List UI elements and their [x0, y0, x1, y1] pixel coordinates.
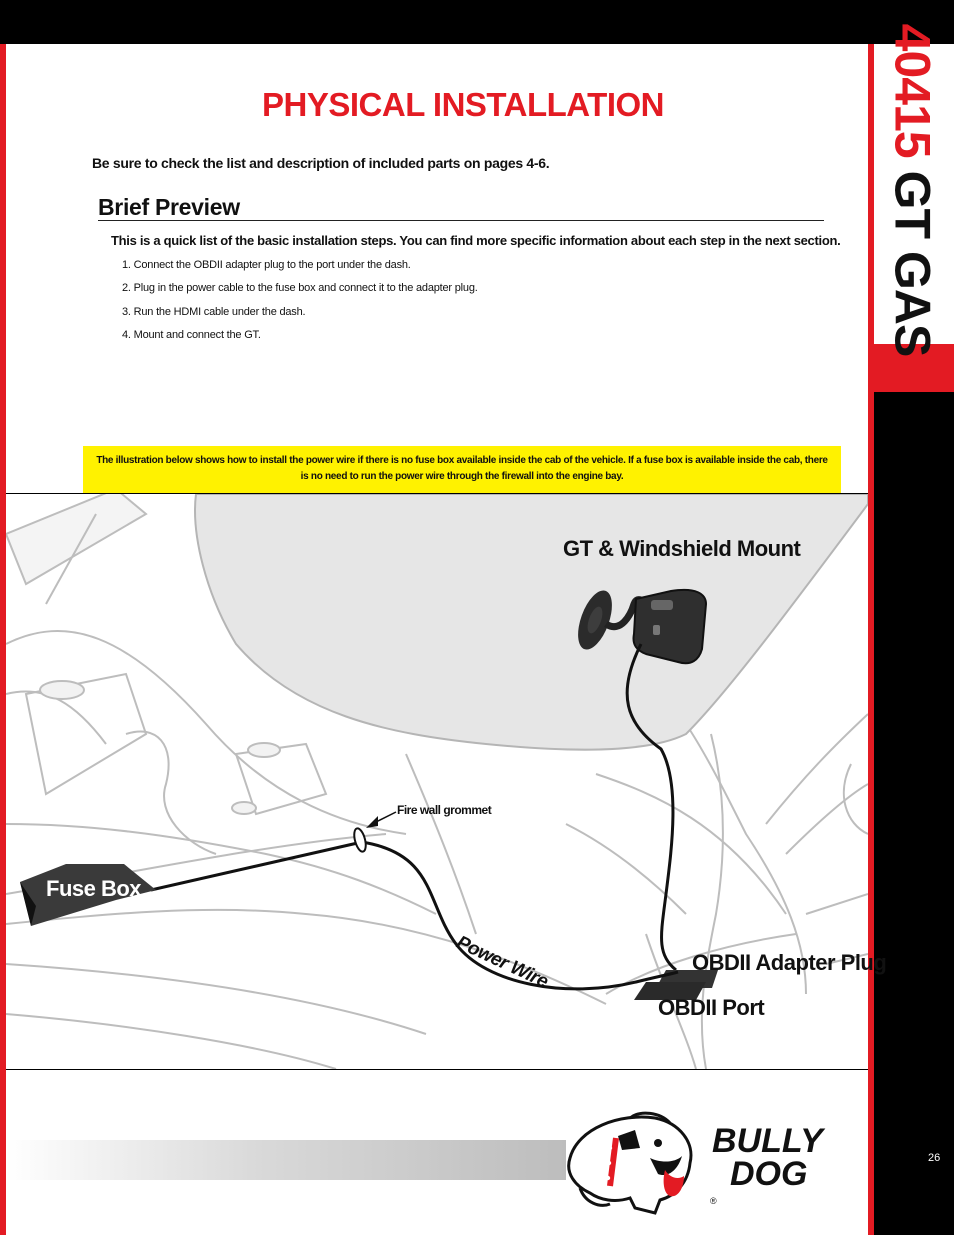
power-wire-label: Power Wire — [453, 932, 552, 993]
list-item: 4. Mount and connect the GT. — [122, 328, 261, 341]
steps-list — [122, 258, 478, 351]
side-title-number: 40415 — [884, 23, 941, 158]
registered-mark: ® — [710, 1196, 717, 1206]
page-number: 26 — [928, 1152, 941, 1164]
list-item: 2. Plug in the power cable to the fuse box and connect it to the adapter plug. — [122, 282, 478, 295]
footer-gradient-bar — [6, 1140, 566, 1180]
intro-text: Be sure to check the list and description of included parts on pages 4-6. — [92, 155, 550, 171]
section-heading: Brief Preview — [98, 194, 824, 221]
mount-label: GT & Windshield Mount — [563, 536, 801, 561]
installation-illustration — [6, 494, 868, 1069]
grommet-label: Fire wall grommet — [397, 803, 492, 817]
logo-line-2: DOG — [730, 1155, 808, 1193]
illustration-bottom-rule — [6, 1069, 868, 1070]
adapter-plug-label: OBDII Adapter Plug — [692, 950, 887, 975]
logo-line-1: BULLY — [712, 1122, 823, 1160]
top-bar — [0, 0, 954, 44]
note-line: is no need to run the power wire through the firewall into the engine bay. — [300, 471, 624, 482]
list-item: 1. Connect the OBDII adapter plug to the port under the dash. — [122, 259, 411, 271]
note-box — [83, 446, 841, 493]
note-line: The illustration below shows how to install the power wire if there is no fuse box available inside the cab of the vehicle. If a fuse box is available inside the cab, there — [96, 455, 828, 466]
list-item: 3. Run the HDMI cable under the dash. — [122, 305, 306, 318]
page-title: PHYSICAL INSTALLATION — [262, 86, 664, 123]
bully-dog-logo — [560, 1108, 850, 1218]
fuse-box-label: Fuse Box — [46, 876, 142, 901]
obd-port-label: OBDII Port — [658, 995, 765, 1020]
side-title-text: GT GAS — [884, 170, 941, 357]
bulldog-mascot-icon — [569, 1113, 691, 1213]
section-intro: This is a quick list of the basic installation steps. You can find more specific information about each step in the next section. — [111, 233, 841, 248]
